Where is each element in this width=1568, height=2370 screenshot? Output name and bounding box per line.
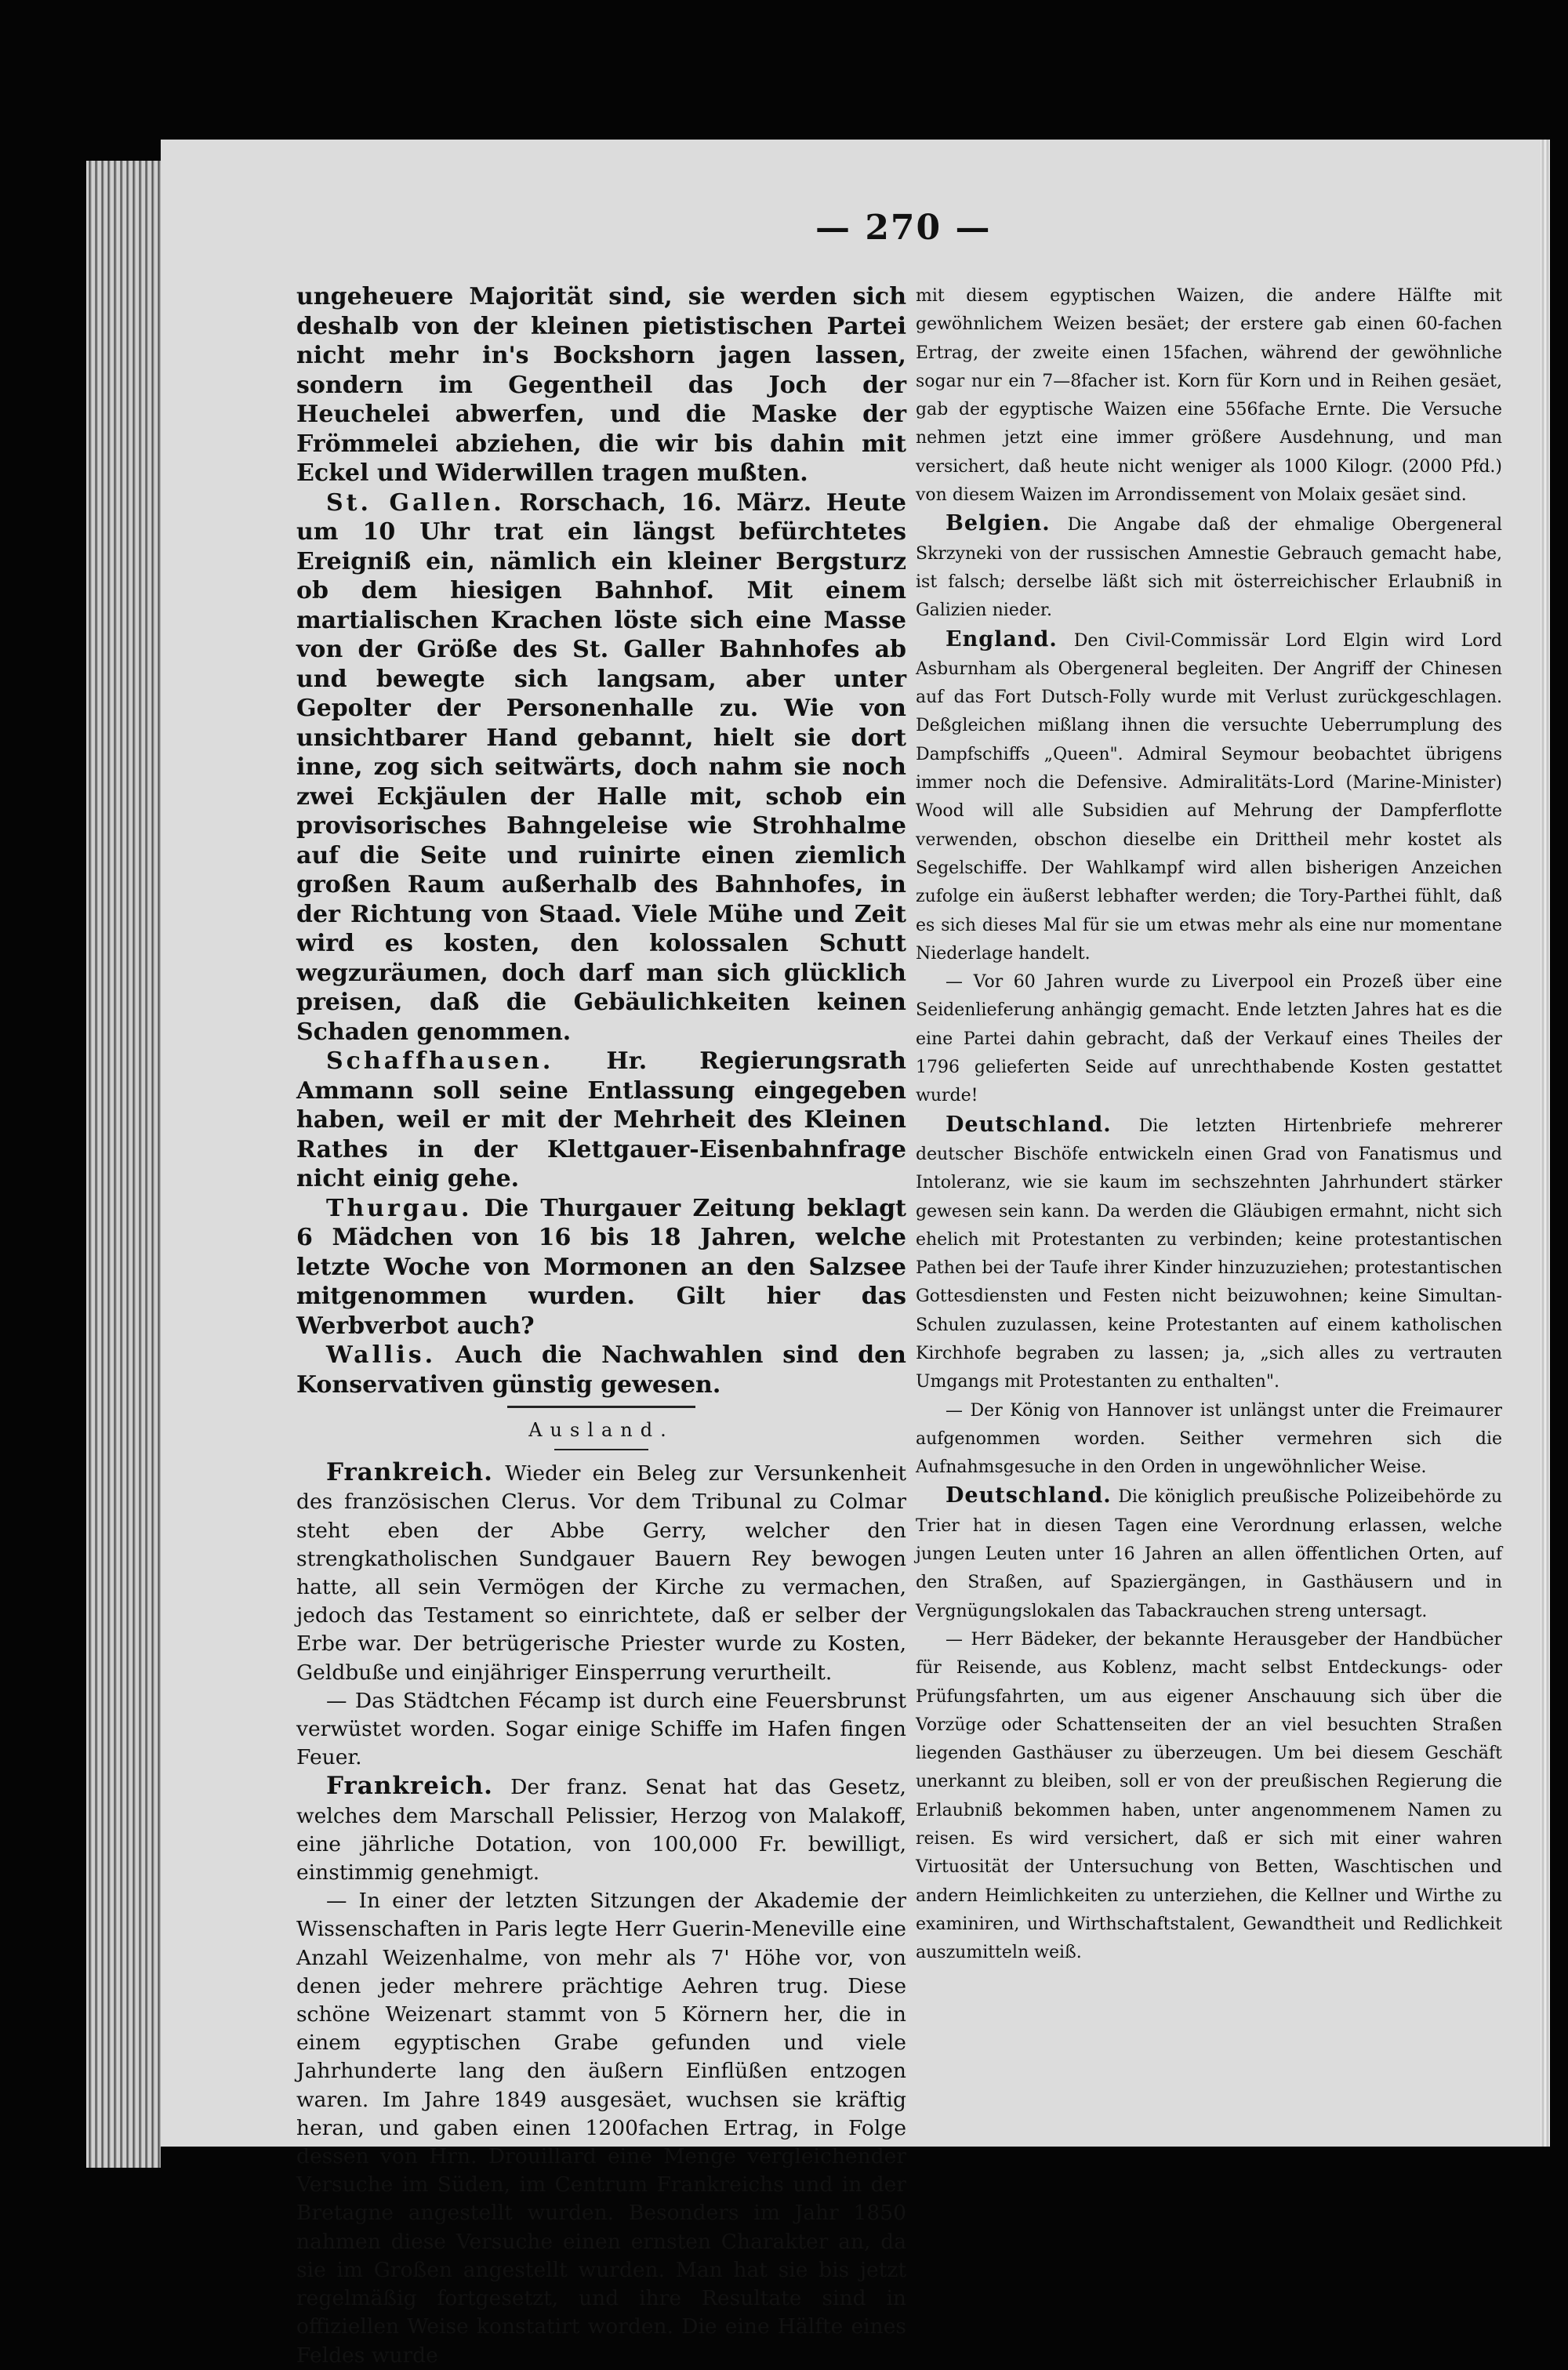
- right-column: [916, 282, 1502, 1968]
- section-heading: Schaffhausen.: [326, 1047, 554, 1075]
- section-heading: St. Gallen.: [326, 488, 505, 517]
- section-title-ausland: Ausland.: [528, 1419, 674, 1441]
- article-deutschland-1: [916, 1111, 1502, 1397]
- article-belgien: [916, 510, 1502, 625]
- section-heading: Belgien.: [946, 511, 1051, 536]
- section-heading: Wallis.: [326, 1341, 437, 1369]
- article-body: Hr. Regierungsrath Ammann soll seine Entlassung eingegeben haben, weil er mit der Mehrheit des Kleinen Rathes in der Klettgauer-Eisenbahnfrage nicht einig gehe.: [296, 1047, 906, 1192]
- article-body: Die Thurgauer Zeitung beklagt 6 Mädchen von 16 bis 18 Jahren, welche letzte Woche von Mormonen an den Salzsee mitgenommen wurden. Gilt hier das Werbverbot auch?: [296, 1194, 907, 1340]
- section-divider: [554, 1449, 648, 1450]
- article-frankreich-2: [296, 1772, 906, 1887]
- article-stgallen: [296, 488, 906, 1047]
- article-body: Auch die Nachwahlen sind den Konservativen günstig gewesen.: [296, 1341, 906, 1399]
- article-paragraph: ungeheuere Majorität sind, sie werden sich deshalb von der kleinen pietistischen Partei nicht mehr in's Bockshorn jagen lassen, sondern im Gegentheil das Joch der Heuchelei abwerfen, und die Maske der Frömmelei abziehen, die wir bis dahin mit Eckel und Widerwillen tragen mußten.: [296, 283, 906, 487]
- section-heading: Frankreich.: [326, 1458, 493, 1487]
- section-heading: Deutschland.: [946, 1112, 1112, 1137]
- article-body: Die königlich preußische Polizeibehörde zu Trier hat in diesen Tagen eine Verordnung erlassen, welche jungen Leuten unter 16 Jahren an allen öffentlichen Orten, auf den Straßen, auf Spaziergängen, in Gasthäusern und in Vergnügungslokalen das Tabackrauchen streng untersagt.: [916, 1487, 1503, 1621]
- article-liverpool: — Vor 60 Jahren wurde zu Liverpool ein Prozeß über eine Seidenlieferung anhängig gemacht. Ende letzten Jahres hat es die eine Partei dahin gebracht, daß der Verkauf eines Theiles der 1796 gelieferten Seide auf unrechthabende Kosten gestattet wurde!: [916, 972, 1502, 1106]
- article-body: Die letzten Hirtenbriefe mehrerer deutscher Bischöfe entwickeln einen Grad von Fanatismus und Intoleranz, wie sie kaum im sechszehnten Jahrhundert stärker gewesen sein kann. Da werden die Gläubigen ermahnt, nicht sich ehelich mit Protestanten zu verbinden; keine protestantischen Pathen bei der Taufe ihrer Kinder hinzuzuziehen; protestantischen Gottesdiensten und Festen nicht beizuwohnen; keine Simultan-Schulen zuzulassen, keine Protestanten auf einem katholischen Kirchhofe begraben zu lassen; ja, „sich alles zu vertrauten Umgangs mit Protestanten zu enthalten".: [916, 1116, 1502, 1392]
- article-baedeker: — Herr Bädeker, der bekannte Herausgeber der Handbücher für Reisende, aus Koblenz, macht selbst Entdeckungs- oder Prüfungsfahrten, um aus eigener Anschauung sich über die Vorzüge oder Schattenseiten der an viel besuchten Straßen liegenden Gasthäuser zu überzeugen. Um bei diesem Geschäft unerkannt zu bleiben, soll er von der preußischen Regierung die Erlaubniß bekommen haben, unter angenommenem Namen zu reisen. Es wird versichert, daß er sich mit einer wahren Virtuosität der Untersuchung von Betten, Waschtischen und andern Heimlichkeiten zu unterziehen, die Kellner und Wirthe zu examiniren, und Wirthschaftstalent, Gewandtheit und Redlichkeit auszumitteln weiß.: [916, 1629, 1502, 1963]
- article-england: [916, 626, 1502, 969]
- page-number: — 270 —: [815, 208, 992, 248]
- article-hannover: — Der König von Hannover ist unlängst unter die Freimaurer aufgenommen worden. Seither vermehren sich die Aufnahmsgesuche in den Orden in ungewöhnlicher Weise.: [916, 1400, 1502, 1478]
- article-body: Den Civil-Commissär Lord Elgin wird Lord Asburnham als Obergeneral begleiten. Der Angriff der Chinesen auf das Fort Dutsch-Folly wurde mit Verlust zurückgeschlagen. Deßgleichen mißlang ihnen die versuchte Ueberrumplung des Dampfschiffs „Queen". Admiral Seymour beobachtet übrigens immer noch die Defensive. Admiralitäts-Lord (Marine-Minister) Wood will alle Subsidien auf Mehrung der Dampferflotte verwenden, obschon dieselbe ein Drittheil mehr kostet als Segelschiffe. Der Wahlkampf wird allen bisherigen Anzeichen zufolge ein äußerst lebhafter werden; die Tory-Parthei fühlt, daß es sich dieses Mal für sie um etwas mehr als eine nur momentane Niederlage handelt.: [916, 630, 1502, 964]
- section-heading: Deutschland.: [946, 1483, 1112, 1508]
- article-schaffhausen: [296, 1047, 906, 1194]
- article-weizen: — In einer der letzten Sitzungen der Akademie der Wissenschaften in Paris legte Herr Guerin-Meneville eine Anzahl Weizenhalme, von mehr als 7' Höhe vor, von denen jeder mehrere prächtige Aehren trug. Diese schöne Weizenart stammt von 5 Körnern her, die in einem egyptischen Grabe gefunden und viele Jahrhunderte lang den äußern Einflüßen entzogen waren. Im Jahre 1849 ausgesäet, wuchsen sie kräftig heran, und gaben einen 1200fachen Ertrag, in Folge dessen von Hrn. Drouillard eine Menge vergleichender Versuche im Süden, im Centrum Frankreichs und in der Bretagne angestellt wurden. Besonders im Jahr 1850 nahmen diese Versuche einen ernsten Charakter an, da sie im Großen angestellt wurden. Man hat sie bis jetzt regelmäßig fortgesetzt, und ihre Resultate sind in offiziellen Weise konstatirt worden. Die eine Hälfte eines Feldes wurde: [296, 1889, 906, 2368]
- article-deutschland-2: [916, 1482, 1502, 1625]
- article-wallis: [296, 1341, 906, 1399]
- page-edge-stack: [86, 161, 161, 2168]
- article-body: Rorschach, 16. März. Heute um 10 Uhr trat ein längst befürchtetes Ereigniß ein, nämlich ein kleiner Bergsturz ob dem hiesigen Bahnhof. Mit einem martialischen Krachen löste sich eine Masse von der Größe des St. Galler Bahnhofes ab und bewegte sich langsam, aber unter Gepolter der Personenhalle zu. Wie von unsichtbarer Hand gebannt, hielt sie dort inne, zog sich seitwärts, doch nahm sie noch zwei Eckjäulen der Halle mit, schob ein provisorisches Bahngeleise wie Strohhalme auf die Seite und ruinirte einen ziemlich großen Raum außerhalb des Bahnhofes, in der Richtung von Staad. Viele Mühe und Zeit wird es kosten, den kolossalen Schutt wegzuräumen, doch darf man sich glücklich preisen, daß die Gebäulichkeiten keinen Schaden genommen.: [296, 488, 906, 1046]
- article-body: Die Angabe daß der ehmalige Obergeneral Skrzyneki von der russischen Amnestie Gebrauch gemacht habe, ist falsch; derselbe läßt sich mit österreichischer Erlaubniß in Galizien nieder.: [916, 515, 1502, 621]
- article-thurgau: [296, 1194, 906, 1341]
- section-heading: Thurgau.: [326, 1194, 473, 1222]
- article-fecamp: — Das Städtchen Fécamp ist durch eine Feuersbrunst verwüstet worden. Sogar einige Schiffe im Hafen fingen Feuer.: [296, 1688, 906, 1770]
- section-heading: Frankreich.: [326, 1772, 493, 1801]
- left-column: [296, 282, 906, 2370]
- article-weizen-continued: mit diesem egyptischen Waizen, die andere Hälfte mit gewöhnlichem Weizen besäet; der erstere gab einen 60-fachen Ertrag, der zweite einen 15fachen, während der gewöhnliche sogar nur ein 7—8facher ist. Korn für Korn und in Reihen gesäet, gab der egyptische Waizen eine 556fache Ernte. Die Versuche nehmen jetzt eine immer größere Ausdehnung, und man versichert, daß heute nicht weniger als 1000 Kilogr. (2000 Pfd.) von diesem Waizen im Arrondissement von Molaix gesäet sind.: [916, 286, 1502, 506]
- page-right-edge: [1541, 140, 1550, 2147]
- section-divider: [507, 1406, 695, 1408]
- article-frankreich-1: [296, 1458, 906, 1687]
- section-heading: England.: [946, 626, 1058, 651]
- article-body: Der franz. Senat hat das Gesetz, welches dem Marschall Pelissier, Herzog von Malakoff, eine jährliche Dotation, von 100,000 Fr. bewilligt, einstimmig genehmigt.: [296, 1775, 906, 1885]
- article-body: Wieder ein Beleg zur Versunkenheit des französischen Clerus. Vor dem Tribunal zu Colmar steht eben der Abbe Gerry, welcher den strengkatholischen Sundgauer Bauern Rey bewogen hatte, all sein Vermögen der Kirche zu vermachen, jedoch das Testament so einrichtete, daß er selber der Erbe war. Der betrügerische Priester wurde zu Kosten, Geldbuße und einjähriger Einsperrung verurtheilt.: [296, 1461, 906, 1685]
